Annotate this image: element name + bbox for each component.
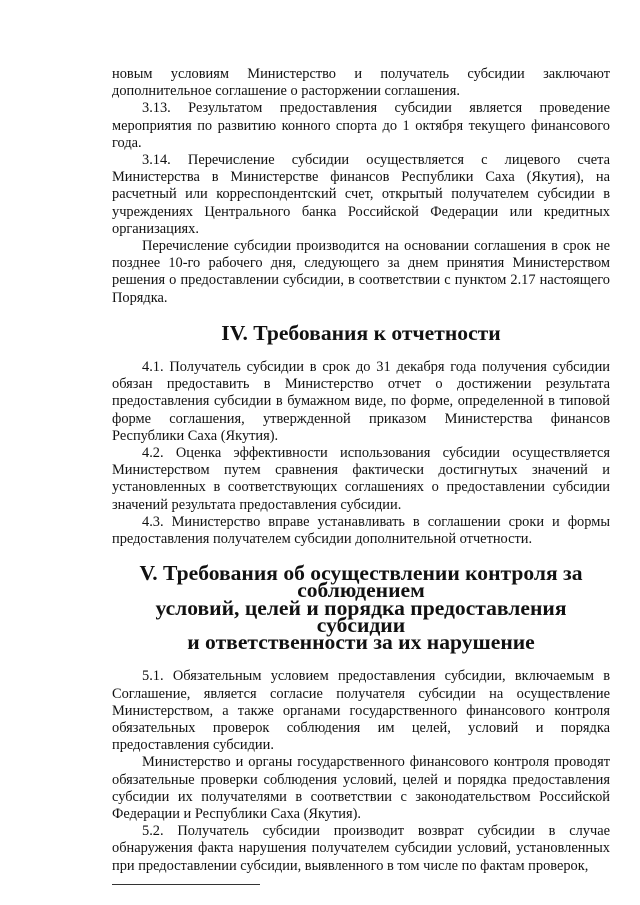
paragraph-3-14-transfer-terms: Перечисление субсидии производится на основании соглашения в срок не позднее 10-го рабочего дня, следующего за днем принятия Министерством решения о предоставлении субсидии, в соответствии с пунктом 2.17 настоящего Порядка. <box>112 238 610 306</box>
paragraph-5-1-inspections: Министерство и органы государственного финансового контроля проводят обязательные проверки соблюдения условий, целей и порядка предоставления субсидии их получателями в соответствии с законодательством Российской Федерации и Республики Саха (Якутия). <box>112 754 610 822</box>
footer-divider-line <box>112 884 260 885</box>
section-5-heading-line-3: и ответственности за их нарушение <box>187 630 535 655</box>
section-4-heading: IV. Требования к отчетности <box>221 320 501 345</box>
paragraph-4-1: 4.1. Получатель субсидии в срок до 31 декабря года получения субсидии обязан предоставить в Министерство отчет о достижении результата предоставления субсидии в бумажном виде, по форме, определенной в типовой форме соглашения, утвержденной приказом Министерства финансов Республики Саха (Якутия). <box>112 359 610 444</box>
section-5-heading-line-1: V. Требования об осуществлении контроля за соблюдением <box>139 561 583 603</box>
section-5-heading <box>112 561 610 655</box>
paragraph-4-3: 4.3. Министерство вправе устанавливать в соглашении сроки и формы предоставления получателем субсидии дополнительной отчетности. <box>112 513 610 548</box>
paragraph-5-2: 5.2. Получатель субсидии производит возврат субсидии в случае обнаружения факта нарушения получателем субсидии условий, установленных при предоставлении субсидии, выявленного в том числе по фактам проверок, <box>112 823 610 874</box>
paragraph-3-14: 3.14. Перечисление субсидии осуществляется с лицевого счета Министерства в Министерстве финансов Республики Саха (Якутия), на расчетный или корреспондентский счет, открытый получателем субсидии в учреждениях Центрального банка Российской Федерации или кредитных организациях. <box>112 152 610 237</box>
paragraph-5-1: 5.1. Обязательным условием предоставления субсидии, включаемым в Соглашение, является согласие получателя субсидии на осуществление Министерством, а также органами государственного финансового контроля обязательных проверок соблюдения им целей, условий и порядка предоставления субсидии. <box>112 668 610 754</box>
section-5-heading-line-2: условий, целей и порядка предоставления субсидии <box>155 595 567 637</box>
document-body <box>112 66 610 875</box>
paragraph-3-13: 3.13. Результатом предоставления субсидии является проведение мероприятия по развитию конного спорта до 1 октября текущего финансового года. <box>112 100 610 151</box>
paragraph-3-12-continuation: новым условиям Министерство и получатель субсидии заключают дополнительное соглашение о расторжении соглашения. <box>112 66 610 100</box>
paragraph-4-2: 4.2. Оценка эффективности использования субсидии осуществляется Министерством путем сравнения фактически достигнутых значений и установленных в соответствующих соглашениях о предоставлении субсидии значений результата предоставления субсидии. <box>112 445 610 513</box>
